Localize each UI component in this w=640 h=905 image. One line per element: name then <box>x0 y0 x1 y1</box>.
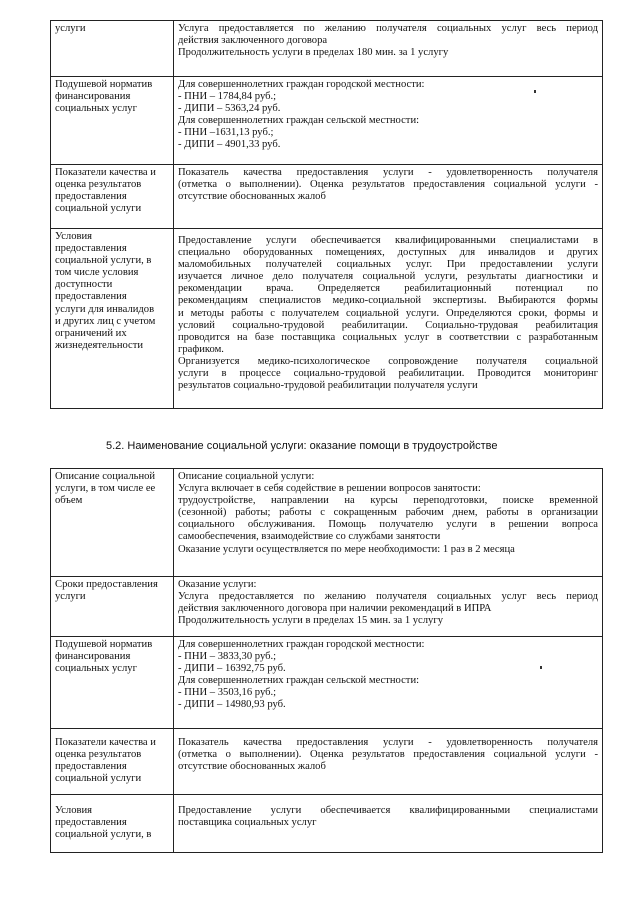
label-line: социальных услуг <box>55 663 137 675</box>
label-line: доступности <box>55 279 113 291</box>
label-line: предоставления <box>55 817 127 829</box>
content-line: услуги в процессе социально-трудовой реабилитации. Проводится мониторинг <box>178 368 598 380</box>
content-line: маломобильных получателей социальных услуг. При предоставлении услуги <box>178 259 598 271</box>
label-line: предоставления <box>55 291 127 303</box>
content-line: изучается личное дело получателя социальной услуги, результаты диагностики и <box>178 271 598 283</box>
label-line: услуги для инвалидов <box>55 303 155 315</box>
content-line: Описание социальной услуги: <box>178 471 315 482</box>
content-line: - ПНИ – 3503,16 руб.; <box>178 687 277 699</box>
content-line: отсутствие обоснованных жалоб <box>178 191 326 203</box>
content-line: социального обслуживания. Помощь получателю услуги в решении вопроса <box>178 519 598 531</box>
row-content <box>174 21 603 77</box>
table-row <box>51 577 603 637</box>
row-label <box>51 469 174 577</box>
label-line: социальных услуг <box>55 103 137 115</box>
label-line: Описание социальной <box>55 471 156 482</box>
table-row <box>51 165 603 229</box>
label-line: том числе условия <box>55 267 139 279</box>
label-line: Показатели качества и <box>55 167 156 178</box>
content-line: Организуется медико-психологическое сопровождение получателя социальной <box>178 355 598 367</box>
row-label <box>51 21 174 77</box>
content-line: поставщика социальных услуг <box>178 817 317 829</box>
label-line: предоставления <box>55 761 127 773</box>
content-line: и методы работы с получателем социальной услуги. Определяются сроки, формы и <box>178 307 598 319</box>
row-content <box>174 229 603 409</box>
content-line: действия заключенного договора при наличии рекомендаций в ИПРА <box>178 603 492 615</box>
row-label <box>51 637 174 729</box>
row-content <box>174 795 603 853</box>
label-line: услуги, в том числе ее <box>55 483 156 495</box>
label-line: предоставления <box>55 243 127 255</box>
content-line: специально оборудованных помещениях, доступных для инвалидов и других <box>178 247 598 259</box>
label-line: и других лиц с учетом <box>55 315 156 327</box>
label-line: Условия <box>55 231 93 242</box>
content-line: отсутствие обоснованных жалоб <box>178 761 326 773</box>
content-line: Продолжительность услуги в пределах 15 мин. за 1 услугу <box>178 615 443 627</box>
content-line: - ДИПИ – 14980,93 руб. <box>178 699 286 711</box>
label-line: предоставления <box>55 191 127 203</box>
content-line: рекомендации врача. Определяется реабилитационный потенциал по <box>178 283 598 295</box>
content-line: действия заключенного договора <box>178 35 328 47</box>
content-line: условий социально-трудовой реабилитации. Социально-трудовая реабилитация <box>178 319 598 331</box>
content-line: - ДИПИ – 4901,33 руб. <box>178 139 281 151</box>
table-row <box>51 21 603 77</box>
label-line: услуги <box>55 591 86 603</box>
content-line: Для совершеннолетних граждан сельской местности: <box>178 675 420 687</box>
row-content <box>174 729 603 795</box>
row-label <box>51 729 174 795</box>
table-row <box>51 795 603 853</box>
content-line: Показатель качества предоставления услуги - удовлетворенность получателя <box>178 737 598 748</box>
scan-speck <box>540 666 542 669</box>
label-line: социальной услуги <box>55 203 142 215</box>
label-line: Показатели качества и <box>55 737 156 748</box>
content-line: самообеспечения, взаимодействие со службами занятости <box>178 531 441 543</box>
table-row <box>51 77 603 165</box>
content-line: Услуга предоставляется по желанию получателя социальных услуг весь период <box>178 23 598 34</box>
content-line: Услуга включает в себя содействие в решении вопросов занятости: <box>178 483 481 495</box>
row-content <box>174 577 603 637</box>
content-line: Оказание услуги осуществляется по мере необходимости: 1 раз в 2 месяца <box>178 543 515 555</box>
content-line: (отметка о выполнении). Оценка результатов предоставления социальной услуги - <box>178 179 598 191</box>
content-line: результатов социально-трудовой реабилитации получателя услуги <box>178 380 478 392</box>
content-line: Для совершеннолетних граждан городской местности: <box>178 639 425 650</box>
label-line: услуги <box>55 23 86 34</box>
content-line: (сезонной) работы; работы с сокращенным рабочим днем, работы в организации <box>178 507 598 519</box>
row-label <box>51 795 174 853</box>
table-row <box>51 229 603 409</box>
content-line: Показатель качества предоставления услуги - удовлетворенность получателя <box>178 167 598 178</box>
row-label <box>51 165 174 229</box>
content-line: графиком. <box>178 343 224 355</box>
scan-speck <box>534 90 536 93</box>
content-line: - ПНИ – 3833,30 руб.; <box>178 651 277 663</box>
label-line: финансирования <box>55 651 131 663</box>
content-line: (отметка о выполнении). Оценка результатов предоставления социальной услуги - <box>178 749 598 761</box>
content-line: рекомендациям специалистов медико-социальной экспертизы. Выбираются формы <box>178 295 598 307</box>
table-row <box>51 637 603 729</box>
content-line: - ДИПИ – 16392,75 руб. <box>178 663 286 675</box>
row-content <box>174 165 603 229</box>
label-line: социальной услуги, в <box>55 829 152 841</box>
label-line: оценка результатов <box>55 749 142 761</box>
label-line: жизнедеятельности <box>55 339 144 351</box>
label-line: Подушевой норматив <box>55 639 153 650</box>
content-line: - ПНИ – 1784,84 руб.; <box>178 91 277 103</box>
row-label <box>51 229 174 409</box>
content-line: Предоставление услуги обеспечивается квалифицированными специалистами в <box>178 235 598 246</box>
content-line: Для совершеннолетних граждан городской местности: <box>178 79 425 90</box>
label-line: социальной услуги, в <box>55 255 152 267</box>
row-content <box>174 469 603 577</box>
label-line: оценка результатов <box>55 179 142 191</box>
content-line: Продолжительность услуги в пределах 180 мин. за 1 услугу <box>178 47 449 59</box>
label-line: ограничений их <box>55 327 127 339</box>
label-line: Сроки предоставления <box>55 579 158 590</box>
content-line: проводится на базе поставщика социальных услуг в соответствии с разработанным <box>178 331 598 343</box>
table-row <box>51 469 603 577</box>
row-label <box>51 577 174 637</box>
row-content <box>174 637 603 729</box>
content-line: - ПНИ –1631,13 руб.; <box>178 127 274 139</box>
content-line: Оказание услуги: <box>178 579 257 590</box>
content-line: - ДИПИ – 5363,24 руб. <box>178 103 281 115</box>
label-line: Подушевой норматив <box>55 79 153 90</box>
content-line: Услуга предоставляется по желанию получателя социальных услуг весь период <box>178 591 598 603</box>
service-table-1 <box>50 20 603 409</box>
row-content <box>174 77 603 165</box>
label-line: финансирования <box>55 91 131 103</box>
table-row <box>51 729 603 795</box>
label-line: объем <box>55 495 83 507</box>
row-label <box>51 77 174 165</box>
section-heading: 5.2. Наименование социальной услуги: оказание помощи в трудоустройстве <box>106 440 498 452</box>
content-line: трудоустройстве, направлении на курсы переподготовки, поиске временной <box>178 495 598 507</box>
service-table-2 <box>50 468 603 853</box>
content-line: Предоставление услуги обеспечивается квалифицированными специалистами <box>178 805 598 816</box>
label-line: Условия <box>55 805 93 816</box>
content-line: Для совершеннолетних граждан сельской местности: <box>178 115 420 127</box>
label-line: социальной услуги <box>55 773 142 785</box>
